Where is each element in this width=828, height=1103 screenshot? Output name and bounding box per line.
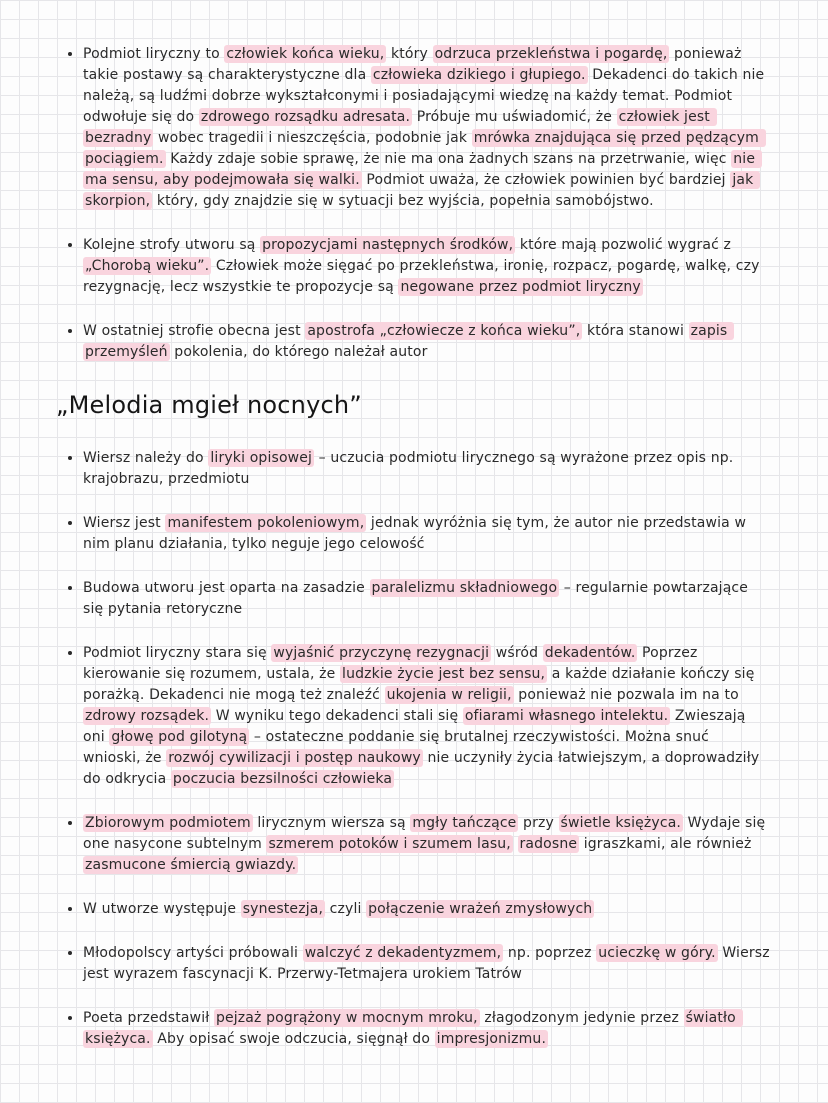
highlighted-text-run: apostrofa „człowiecze z końca wieku”, xyxy=(307,323,581,339)
bullet-marker-icon xyxy=(68,521,72,525)
highlighted-text-run: rozwój cywilizacji i postęp naukowy xyxy=(168,750,421,766)
highlighted-text-run: ofiarami własnego intelektu. xyxy=(464,708,669,724)
highlighted-text-run: zdrowego rozsądku adresata. xyxy=(200,109,411,125)
highlighted-text-run: manifestem pokoleniowym, xyxy=(167,515,365,531)
text-run: Człowiek może sięgać po przekleństwa, ironię, rozpacz, pogardę, walkę, czy rezygnację, lecz wszystkie te propozycje są xyxy=(83,258,765,295)
text-run: Zwieszają oni xyxy=(83,708,751,745)
text-run: ponieważ nie pozwala im na to xyxy=(513,687,744,703)
text-run: – ostateczne poddanie się brutalnej rzeczywistości. Można snuć wnioski, że xyxy=(83,729,714,766)
note-text xyxy=(83,448,770,490)
text-run: które mają pozwolić wygrać z xyxy=(515,237,736,253)
text-run: ponieważ takie postawy są charakterystyczne dla xyxy=(83,46,747,83)
highlighted-text-run: liryki opisowej xyxy=(210,450,313,466)
text-run: Kolejne strofy utworu są xyxy=(83,237,261,253)
text-run: Wiersz jest wyrazem fascynacji K. Przerwy-Tetmajera urokiem Tatrów xyxy=(83,945,775,982)
highlighted-text-run: ucieczkę w góry. xyxy=(598,945,716,961)
bullet-marker-icon xyxy=(68,951,72,955)
highlighted-text-run: głowę pod gilotyną xyxy=(111,729,248,745)
text-run: Wydaje się one nasycone subtelnym xyxy=(83,815,770,852)
text-run: W wyniku tego dekadenci stali się xyxy=(211,708,463,724)
text-run: który, gdy znajdzie się w sytuacji bez wyjścia, popełnia samobójstwo. xyxy=(152,193,654,209)
note-bullet-item xyxy=(56,1008,770,1050)
note-bullet-item xyxy=(56,899,770,920)
highlighted-text-run: zdrowy rozsądek. xyxy=(85,708,210,724)
note-text xyxy=(83,44,770,212)
note-bullet-item xyxy=(56,813,770,876)
highlighted-text-run: radosne xyxy=(519,836,578,852)
text-run: W ostatniej strofie obecna jest xyxy=(83,323,306,339)
highlighted-text-run: ukojenia w religii, xyxy=(386,687,512,703)
text-run: W utworze występuje xyxy=(83,901,241,917)
note-bullet-item xyxy=(56,448,770,490)
highlighted-text-run: zapis przemyśleń xyxy=(85,323,732,360)
text-run: Poprzez kierowanie się rozumem, ustala, że xyxy=(83,645,703,682)
text-run: pokolenia, do którego należał autor xyxy=(169,344,428,360)
text-run: Podmiot liryczny stara się xyxy=(83,645,272,661)
text-run: Próbuje mu uświadomić, że xyxy=(412,109,617,125)
text-run: Budowa utworu jest oparta na zasadzie xyxy=(83,580,370,596)
text-run: przy xyxy=(518,815,559,831)
text-run: wobec tragedii i nieszczęścia, podobnie jak xyxy=(153,130,472,146)
text-run: Aby opisać swoje odczucia, sięgnął do xyxy=(152,1031,435,1047)
highlighted-text-run: mrówka znajdująca się przed pędzącym pociągiem. xyxy=(85,130,764,167)
bullet-marker-icon xyxy=(68,651,72,655)
text-run: igraszkami, ale również xyxy=(579,836,757,852)
bullet-marker-icon xyxy=(68,586,72,590)
bullet-marker-icon xyxy=(68,1016,72,1020)
text-run: złagodzonym jedynie przez xyxy=(479,1010,684,1026)
note-text xyxy=(83,321,770,363)
highlighted-text-run: synestezja, xyxy=(242,901,324,917)
highlighted-text-run: szmerem potoków i szumem lasu, xyxy=(268,836,511,852)
highlighted-text-run: dekadentów. xyxy=(544,645,636,661)
highlighted-text-run: człowiek jest bezradny xyxy=(85,109,715,146)
text-run: wśród xyxy=(491,645,543,661)
text-run: Dekadenci do takich nie należą, są ludźmi dobrze wykształconymi i posiadającymi wiedzę na każdy temat. Podmiot odwołuje się do xyxy=(83,67,769,125)
text-run: która stanowi xyxy=(582,323,689,339)
note-text xyxy=(83,235,770,298)
note-text xyxy=(83,943,775,985)
note-bullet-item xyxy=(56,578,770,620)
highlighted-text-run: połączenie wrażeń zmysłowych xyxy=(368,901,593,917)
text-run: Poeta przedstawił xyxy=(83,1010,214,1026)
highlighted-text-run: wyjaśnić przyczynę rezygnacji xyxy=(273,645,490,661)
bullet-marker-icon xyxy=(68,52,72,56)
text-run: nie uczyniły życia łatwiejszym, a doprowadziły do odkrycia xyxy=(83,750,764,787)
highlighted-text-run: „Chorobą wieku”. xyxy=(85,258,210,274)
text-run: a każde działanie kończy się porażką. Dekadenci nie mogą też znaleźć xyxy=(83,666,760,703)
section-heading: „Melodia mgieł nocnych” xyxy=(56,391,362,419)
note-bullet-item xyxy=(56,943,775,985)
bullet-marker-icon xyxy=(68,821,72,825)
highlighted-text-run: negowane przez podmiot liryczny xyxy=(400,279,641,295)
text-run: – regularnie powtarzające się pytania retoryczne xyxy=(83,580,753,617)
highlighted-text-run: odrzuca przekleństwa i pogardę, xyxy=(434,46,668,62)
highlighted-text-run: mgły tańczące xyxy=(412,815,517,831)
text-run: Każdy zdaje sobie sprawę, że nie ma ona żadnych szans na przetrwanie, więc xyxy=(165,151,732,167)
note-bullet-item xyxy=(56,235,770,298)
note-text xyxy=(83,578,770,620)
text-run: który xyxy=(386,46,433,62)
text-run: lirycznym wiersza są xyxy=(252,815,411,831)
highlighted-text-run: paralelizmu składniowego xyxy=(371,580,558,596)
note-text xyxy=(83,643,770,790)
highlighted-text-run: ludzkie życie jest bez sensu, xyxy=(342,666,546,682)
text-run: czyli xyxy=(325,901,367,917)
text-run: Podmiot uważa, że człowiek powinien być bardziej xyxy=(361,172,731,188)
highlighted-text-run: pejzaż pogrążony w mocnym mroku, xyxy=(215,1010,478,1026)
highlighted-text-run: propozycjami następnych środków, xyxy=(262,237,514,253)
bullet-marker-icon xyxy=(68,329,72,333)
text-run: – uczucia podmiotu lirycznego są wyrażone przez opis np. krajobrazu, przedmiotu xyxy=(83,450,738,487)
text-run: Młodopolscy artyści próbowali xyxy=(83,945,303,961)
text-run: jednak wyróżnia się tym, że autor nie przedstawia w nim planu działania, tylko neguje jego celowość xyxy=(83,515,751,552)
highlighted-text-run: jak skorpion, xyxy=(85,172,758,209)
highlighted-text-run: świetle księżyca. xyxy=(560,815,682,831)
note-text xyxy=(83,813,770,876)
note-bullet-item xyxy=(56,643,770,790)
text-run: Podmiot liryczny to xyxy=(83,46,225,62)
bullet-marker-icon xyxy=(68,456,72,460)
highlighted-text-run: człowieka dzikiego i głupiego. xyxy=(372,67,586,83)
highlighted-text-run: człowiek końca wieku, xyxy=(226,46,385,62)
highlighted-text-run: impresjonizmu. xyxy=(436,1031,547,1047)
note-bullet-item xyxy=(56,44,770,212)
highlighted-text-run: Zbiorowym podmiotem xyxy=(85,815,251,831)
note-bullet-item xyxy=(56,513,770,555)
highlighted-text-run: poczucia bezsilności człowieka xyxy=(172,771,393,787)
note-text xyxy=(83,513,770,555)
highlighted-text-run: walczyć z dekadentyzmem, xyxy=(304,945,502,961)
bullet-marker-icon xyxy=(68,243,72,247)
note-text xyxy=(83,1008,770,1050)
text-run xyxy=(513,836,518,852)
highlighted-text-run: światło księżyca. xyxy=(85,1010,741,1047)
note-text xyxy=(83,899,770,920)
text-run: Wiersz jest xyxy=(83,515,166,531)
text-run: np. poprzez xyxy=(503,945,597,961)
bullet-marker-icon xyxy=(68,907,72,911)
note-bullet-item xyxy=(56,321,770,363)
highlighted-text-run: nie ma sensu, aby podejmowała się walki. xyxy=(85,151,760,188)
text-run: Wiersz należy do xyxy=(83,450,209,466)
highlighted-text-run: zasmucone śmiercią gwiazdy. xyxy=(85,857,297,873)
